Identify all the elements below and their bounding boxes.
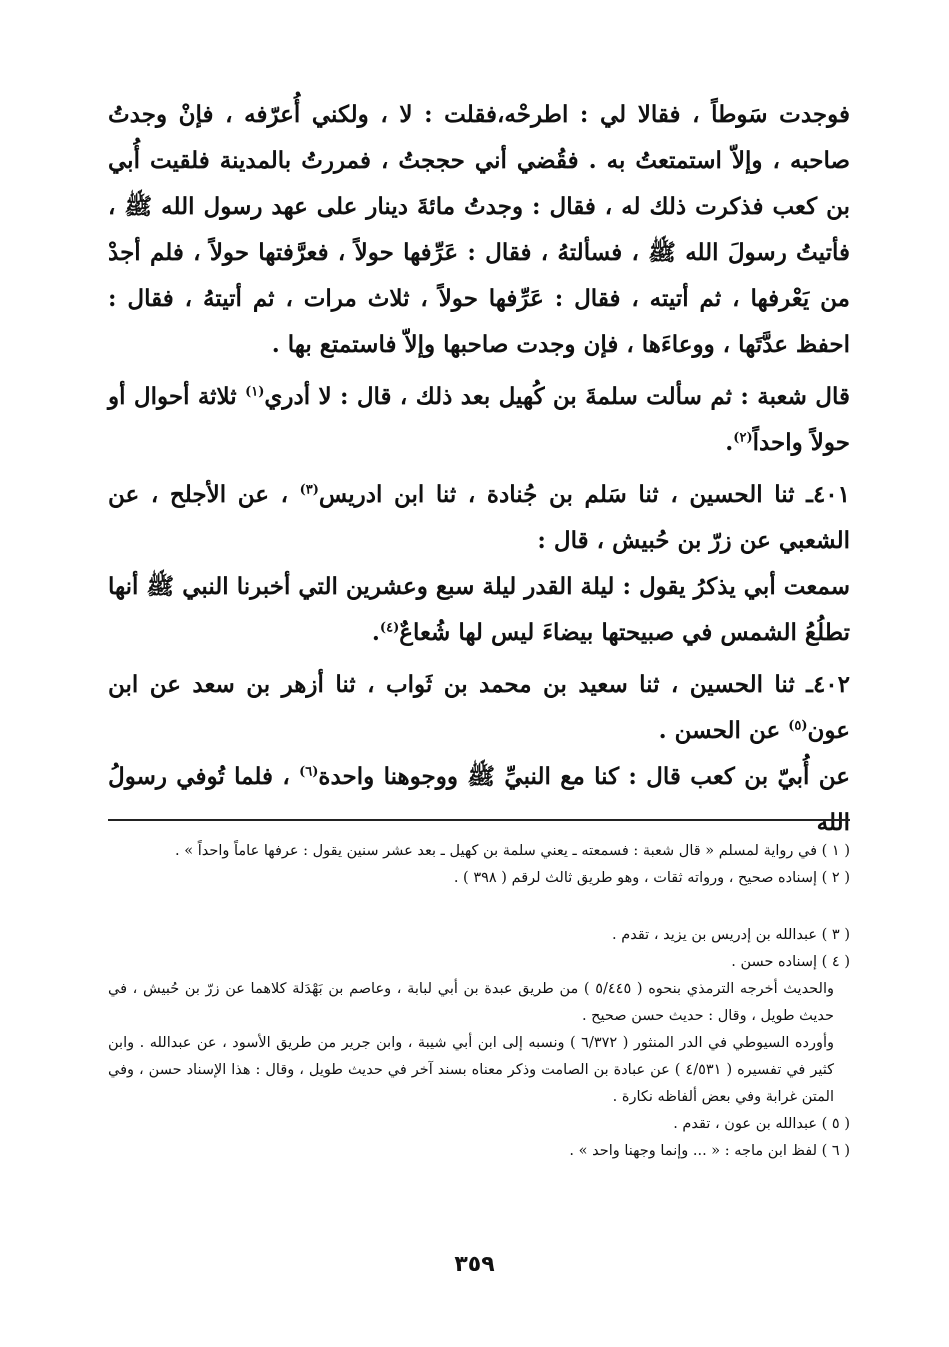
- footnote-1: ( ١ ) في رواية لمسلم « قال شعبة : فسمعته ـ يعني سلمة بن كهيل ـ بعد عشر سنين يقول : عرفها عاماً واحداً » .: [175, 843, 850, 859]
- footnote-ref-6[interactable]: (٦): [299, 764, 319, 780]
- paragraph-2: قال شعبة : ثم سألت سلمةَ بن كُهيل بعد ذلك ، قال : لا أدري$^{(١)}$ ثلاثة أحوال أو حولاً واحداً$^{(٢)}$.: [108, 383, 850, 456]
- footnote-3: ( ٣ ) عبدالله بن إدريس بن يزيد ، تقدم .: [612, 927, 850, 943]
- footnote-ref-2[interactable]: (٢): [733, 430, 753, 446]
- footnote-2: ( ٢ ) إسناده صحيح ، ورواته ثقات ، وهو طريق ثالث لرقم ( ٣٩٨ ) .: [453, 870, 850, 886]
- footnote-ref-5[interactable]: (٥): [788, 718, 808, 734]
- paragraph-1: فوجدت سَوطاً ، فقالا لي : اطرحْه،فقلت : لا ، ولكني أُعرّفه ، فإنْ وجدتُ صاحبه ، وإلاّ استمتعتُ به . فقُضي أني حججتُ ، فمررتُ بالمدينة فلقيت أُبي بن كعب فذكرت ذلك له ، فقال : وجدتُ مائةَ دينار على عهد رسول الله ﷺ ، فأتيتُ رسولَ الله ﷺ ، فسألتهُ ، فقال : عَرِّفها حولاً ، فعرَّفتها حولاً ، فلم أجدْ من يَعْرفها ، ثم أتيته ، فقال : عَرِّفها حولاً ، ثلاث مرات ، ثم أتيتهُ ، فقال : احفظ عدَّتَها ، ووعاءَها ، فإن وجدت صاحبها وإلاّ فاستمتع بها .: [108, 101, 850, 358]
- footnote-ref-4[interactable]: (٤): [379, 620, 400, 636]
- footnote-ref-3[interactable]: (٣): [299, 482, 319, 498]
- footnote-5: ( ٥ ) عبدالله بن عون ، تقدم .: [673, 1116, 850, 1132]
- main-text: [108, 92, 850, 846]
- hadith-401-text: سمعت أبي يذكرُ يقول : ليلة القدر ليلة سبع وعشرين التي أخبرنا النبي ﷺ أنها تطلُعُ الشمس في صبيحتها بيضاءَ ليس لها شُعاعٌ$^{(٤)}$.: [108, 573, 850, 646]
- footnote-4-detail-2: وأورده السيوطي في الدر المنثور ( ٦/٣٧٢ ) ونسبه إلى ابن أبي شيبة ، وابن جرير من طريق الأسود ، عن عبدالله . وابن كثير في تفسيره ( ٤/٥٣١ ) عن عبادة بن الصامت وذكر معناه بسند آخر في حديث طويل ، وقال : هذا الإسناد حسن ، وفي المتن غرابة وفي بعض ألفاظه نكارة .: [108, 1035, 834, 1105]
- footnote-4: ( ٤ ) إسناده حسن .: [731, 954, 850, 970]
- footnote-4-detail-1: والحديث أخرجه الترمذي بنحوه ( ٥/٤٤٥ ) من طريق عبدة بن أبي لبابة ، وعاصم بن بَهْدَلة كلاهما عن زرّ بن حُبيش ، في حديث طويل ، وقال : حديث حسن صحيح .: [108, 981, 834, 1024]
- hadith-402-text: عن أُبيّ بن كعب قال : كنا مع النبيِّ ﷺ ووجوهنا واحدة$^{(٦)}$ ، فلما تُوفي رسولُ الله: [108, 763, 850, 836]
- footnote-6: ( ٦ ) لفظ ابن ماجه : « ... وإنما وجهنا واحد » .: [569, 1143, 850, 1159]
- footnotes: [108, 838, 850, 1165]
- hadith-402: ٤٠٢ـ ثنا الحسين ، ثنا سعيد بن محمد بن ثَواب ، ثنا أزهر بن سعد عن ابن عون$^{(٥)}$ عن الحسن .: [108, 671, 850, 744]
- footnote-divider: [108, 819, 850, 821]
- page-number: ٣٥٩: [454, 1252, 495, 1277]
- footnote-ref-1[interactable]: (١): [245, 384, 265, 400]
- hadith-401: ٤٠١ـ ثنا الحسين ، ثنا سَلم بن جُنادة ، ثنا ابن ادريس$^{(٣)}$ ، عن الأجلح ، عن الشعبي عن زرّ بن حُبيش ، قال :: [108, 481, 850, 554]
